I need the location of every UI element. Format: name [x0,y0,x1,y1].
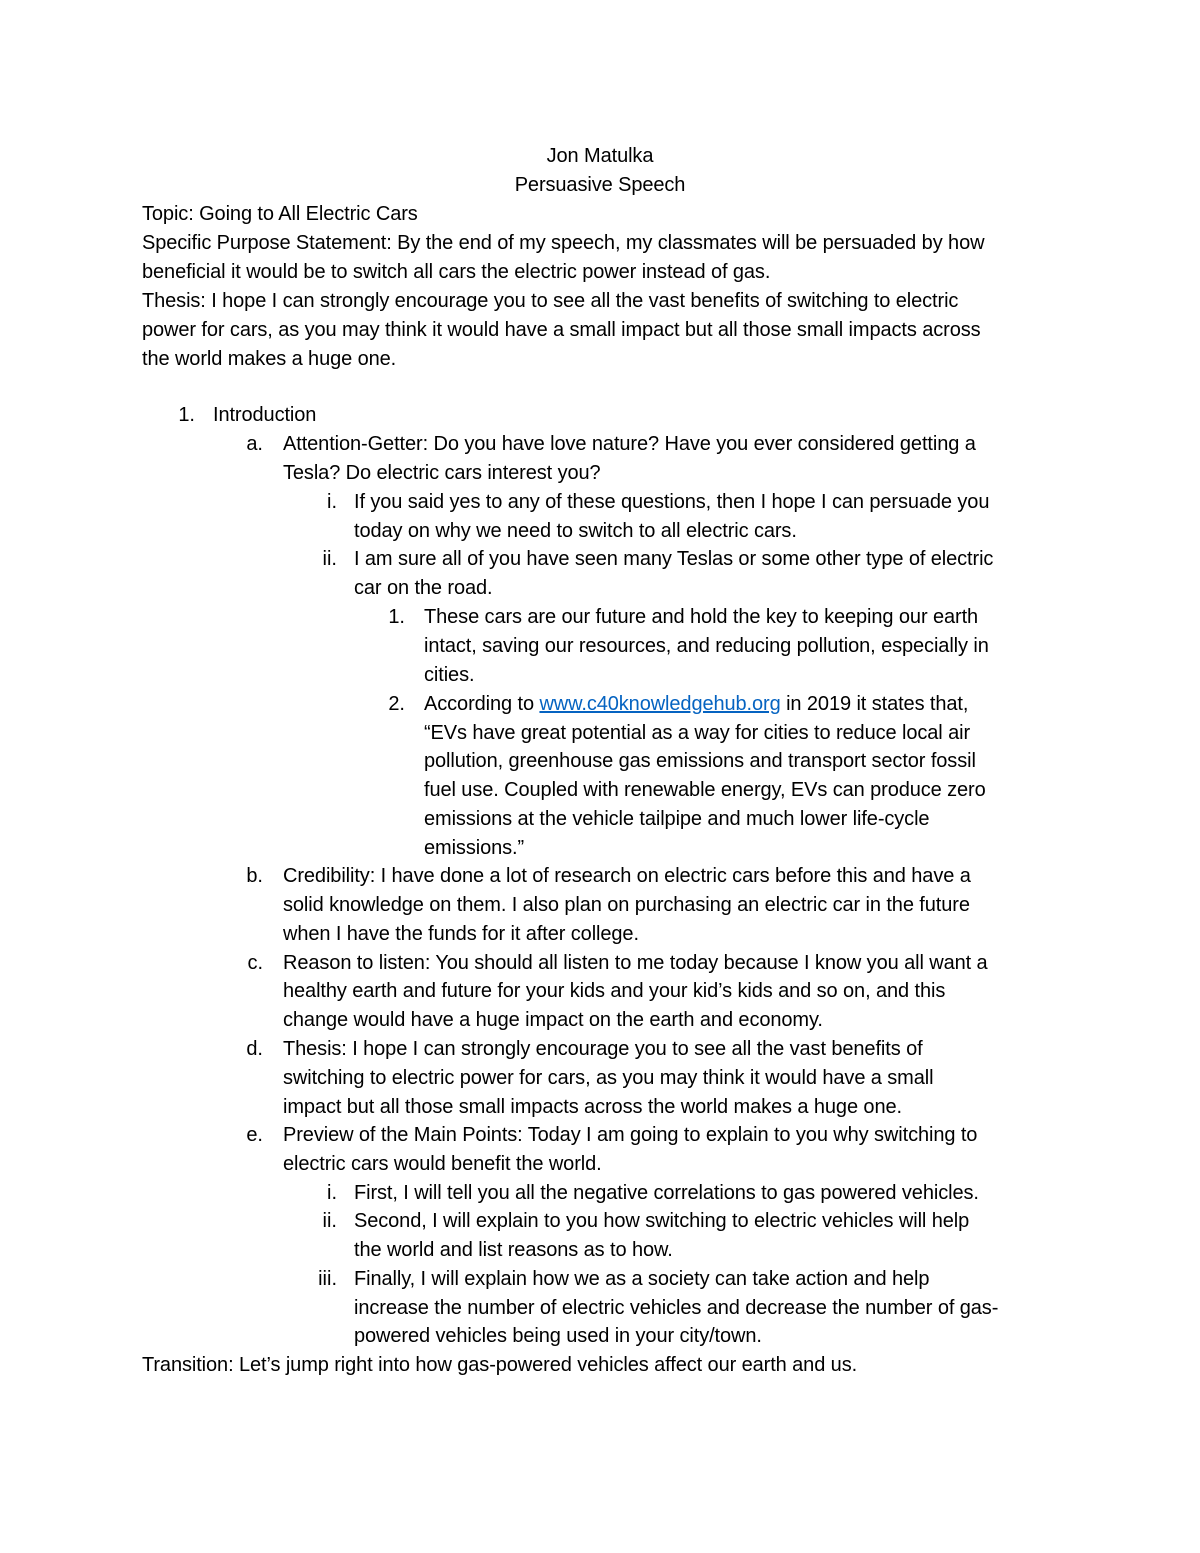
thesis-line: the world makes a huge one. [142,348,397,370]
list-item-line: intact, saving our resources, and reducing pollution, especially in [424,635,989,657]
list-item-line: increase the number of electric vehicles and decrease the number of gas- [354,1297,999,1319]
topic-line: Topic: Going to All Electric Cars [142,203,418,225]
thesis-line: power for cars, as you may think it would have a small impact but all those small impacts across [142,319,981,341]
list-marker: b. [246,865,263,887]
thesis-line: Thesis: I hope I can strongly encourage you to see all the vast benefits of switching to electric [142,290,959,312]
thesis-restated-line: Thesis: I hope I can strongly encourage you to see all the vast benefits of [283,1038,923,1060]
list-marker: ii. [322,548,337,570]
list-item-line: car on the road. [354,577,493,599]
list-marker: i. [327,491,337,513]
list-marker: 2. [388,693,405,715]
list-marker: c. [247,952,263,974]
reason-line: change would have a huge impact on the earth and economy. [283,1009,823,1031]
attention-getter-line: Attention-Getter: Do you have love nature? Have you ever considered getting a [283,433,976,455]
list-item-line: These cars are our future and hold the key to keeping our earth [424,606,979,628]
list-marker: a. [246,433,263,455]
list-item-line: Second, I will explain to you how switching to electric vehicles will help [354,1210,970,1232]
list-marker: 1. [388,606,405,628]
citation-text: According to [424,693,540,715]
quote-line: fuel use. Coupled with renewable energy, EVs can produce zero [424,779,986,801]
list-item-line: First, I will tell you all the negative correlations to gas powered vehicles. [354,1182,979,1204]
purpose-line: beneficial it would be to switch all cars the electric power instead of gas. [142,261,771,283]
list-item-line: I am sure all of you have seen many Teslas or some other type of electric [354,548,994,570]
source-link[interactable]: www.c40knowledgehub.org [539,693,781,715]
document-title: Persuasive Speech [514,174,686,196]
list-marker: d. [246,1038,263,1060]
list-item-line: Finally, I will explain how we as a society can take action and help [354,1268,930,1290]
list-marker: i. [327,1182,337,1204]
list-item-line: cities. [424,664,475,686]
credibility-line: solid knowledge on them. I also plan on purchasing an electric car in the future [283,894,970,916]
credibility-line: Credibility: I have done a lot of research on electric cars before this and have a [283,865,971,887]
quote-line: “EVs have great potential as a way for cities to reduce local air [424,722,971,744]
quote-line: emissions at the vehicle tailpipe and much lower life-cycle [424,808,930,830]
list-item-line [424,690,968,719]
purpose-line: Specific Purpose Statement: By the end of my speech, my classmates will be persuaded by how [142,232,985,254]
list-item-line: today on why we need to switch to all electric cars. [354,520,797,542]
reason-line: healthy earth and future for your kids and your kid’s kids and so on, and this [283,980,946,1002]
list-item-line: powered vehicles being used in your city/town. [354,1325,762,1347]
preview-line: Preview of the Main Points: Today I am going to explain to you why switching to [283,1124,978,1146]
list-item-line: the world and list reasons as to how. [354,1239,673,1261]
list-item-line: If you said yes to any of these questions, then I hope I can persuade you [354,491,990,513]
author-name: Jon Matulka [546,145,654,167]
quote-line: emissions.” [424,837,525,859]
credibility-line: when I have the funds for it after college. [283,923,639,945]
transition-line: Transition: Let’s jump right into how gas-powered vehicles affect our earth and us. [142,1354,858,1376]
quote-line: pollution, greenhouse gas emissions and transport sector fossil [424,750,976,772]
list-marker: ii. [322,1210,337,1232]
attention-getter-line: Tesla? Do electric cars interest you? [283,462,601,484]
thesis-restated-line: switching to electric power for cars, as you may think it would have a small [283,1067,934,1089]
citation-text: in 2019 it states that, [780,693,969,715]
list-marker: iii. [318,1268,337,1290]
reason-line: Reason to listen: You should all listen to me today because I know you all want a [283,952,988,974]
preview-line: electric cars would benefit the world. [283,1153,602,1175]
list-marker: 1. [178,404,195,426]
section-heading: Introduction [213,404,317,426]
thesis-restated-line: impact but all those small impacts across the world makes a huge one. [283,1096,902,1118]
list-marker: e. [246,1124,263,1146]
